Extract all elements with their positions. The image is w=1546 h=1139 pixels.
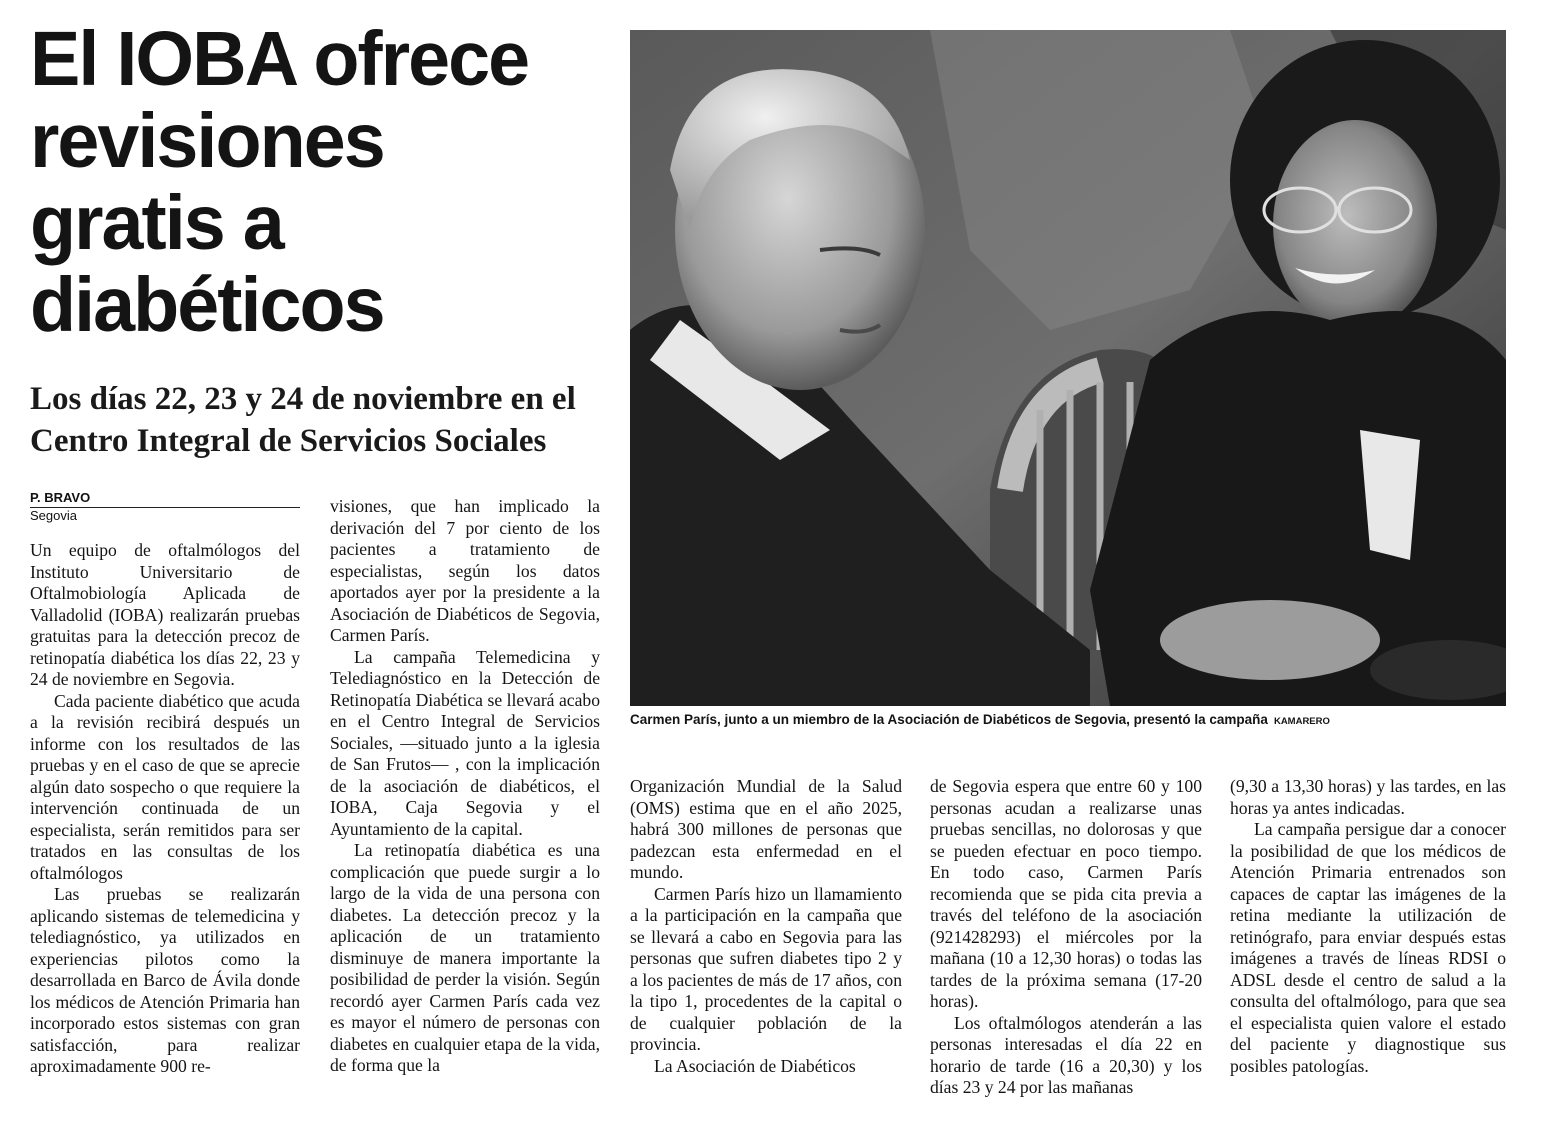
headline <box>30 18 598 346</box>
paragraph: Los oftalmólogos atenderán a las personas interesadas el día 22 en horario de tarde (16 a 20,30) y los días 23 y 24 por las mañanas <box>930 1012 1202 1097</box>
photo-credit: KAMARERO <box>1273 716 1330 727</box>
headline-line: diabéticos <box>30 262 384 348</box>
paragraph: (9,30 a 13,30 horas) y las tardes, en las horas ya antes indicadas. <box>1230 776 1506 818</box>
article-column-3 <box>630 776 902 1077</box>
article-column-1 <box>30 540 300 1078</box>
subheadline-line: Centro Integral de Servicios Sociales <box>30 423 547 459</box>
paragraph: La retinopatía diabética es una complicación que puede surgir a lo largo de la vida de una persona con diabetes. La detección precoz y la aplicación de un tratamiento disminuye de manera importante la posibilidad de perder la visión. Según recordó ayer Carmen París cada vez es mayor el número de personas con diabetes en cualquier etapa de la vida, de forma que la <box>330 840 600 1075</box>
headline-line: El IOBA ofrece <box>30 16 529 102</box>
photo-caption <box>630 712 1506 727</box>
news-photo <box>630 30 1506 706</box>
headline-line: gratis a <box>30 180 283 266</box>
paragraph: visiones, que han implicado la derivación del 7 por ciento de los pacientes a tratamiento de especialistas, según los datos aportados ayer por la presidente a la Asociación de Diabéticos de Segovia, Carmen París. <box>330 496 600 645</box>
subheadline-line: Los días 22, 23 y 24 de noviembre en el <box>30 381 576 417</box>
paragraph: Carmen París hizo un llamamiento a la participación en la campaña que se llevará a cabo en Segovia para las personas que sufren diabetes tipo 2 y a los pacientes de más de 17 años, con la tipo 1, procedentes de la capital o de cualquier población de la provincia. <box>630 883 902 1054</box>
byline-place: Segovia <box>30 508 77 523</box>
paragraph: La Asociación de Diabéticos <box>654 1055 856 1076</box>
photo-caption-text: Carmen París, junto a un miembro de la Asociación de Diabéticos de Segovia, presentó la campaña <box>630 712 1268 727</box>
paragraph: Cada paciente diabético que acuda a la revisión recibirá después un informe con los resultados de las pruebas y en el caso de que se aprecie algún dato sospecho o que requiere la intervención continuada de un especialista, serán remitidos para ser tratados en las consultas de los oftalmólogos <box>30 690 300 883</box>
paragraph: Organización Mundial de la Salud (OMS) estima que en el año 2025, habrá 300 millones de personas que padezcan esta enfermedad en el mundo. <box>630 776 902 882</box>
subheadline <box>30 378 620 462</box>
paragraph: Un equipo de oftalmólogos del Instituto Universitario de Oftalmobiología Aplicada de Valladolid (IOBA) realizarán pruebas gratuitas para la detección precoz de retinopatía diabética los días 22, 23 y 24 de noviembre en Segovia. <box>30 540 300 689</box>
paragraph: La campaña Telemedicina y Telediagnóstico en la Detección de Retinopatía Diabética se llevará acabo en el Centro Integral de Servicios Sociales, —situado junto a la iglesia de San Frutos— , con la implicación de la asociación de diabéticos, el IOBA, Caja Segovia y el Ayuntamiento de la capital. <box>330 646 600 839</box>
paragraph: La campaña persigue dar a conocer la posibilidad de que los médicos de Atención Primaria entrenados son capaces de captar las imágenes de la retina mediante la utilización de retinógrafo, para enviar después estas imágenes a través de líneas RDSI o ADSL desde el centro de salud a la consulta del oftalmólogo, para que sea el especialista quien valore el estado del paciente y diagnostique sus posibles patologías. <box>1230 819 1506 1076</box>
article-column-4 <box>930 776 1202 1099</box>
article-column-2 <box>330 496 600 1077</box>
paragraph: Las pruebas se realizarán aplicando sistemas de telemedicina y telediagnóstico, ya utilizados en experiencias pilotos como la desarrollada en Barco de Ávila donde los médicos de Atención Primaria han incorporado estos sistemas con gran satisfacción, para realizar aproximadamente 900 re- <box>30 884 300 1076</box>
article-column-5 <box>1230 776 1506 1077</box>
headline-line: revisiones <box>30 98 384 184</box>
paragraph: de Segovia espera que entre 60 y 100 personas acudan a realizarse unas pruebas sencillas, no dolorosas y que se pueden efectuar en poco tiempo. En todo caso, Carmen París recomienda que se pida cita previa a través del teléfono de la asociación (921428293) el miércoles por la mañana (10 a 12,30 horas) o todas las tardes de la próxima semana (17-20 horas). <box>930 776 1202 1011</box>
byline-author: P. BRAVO <box>30 490 300 508</box>
